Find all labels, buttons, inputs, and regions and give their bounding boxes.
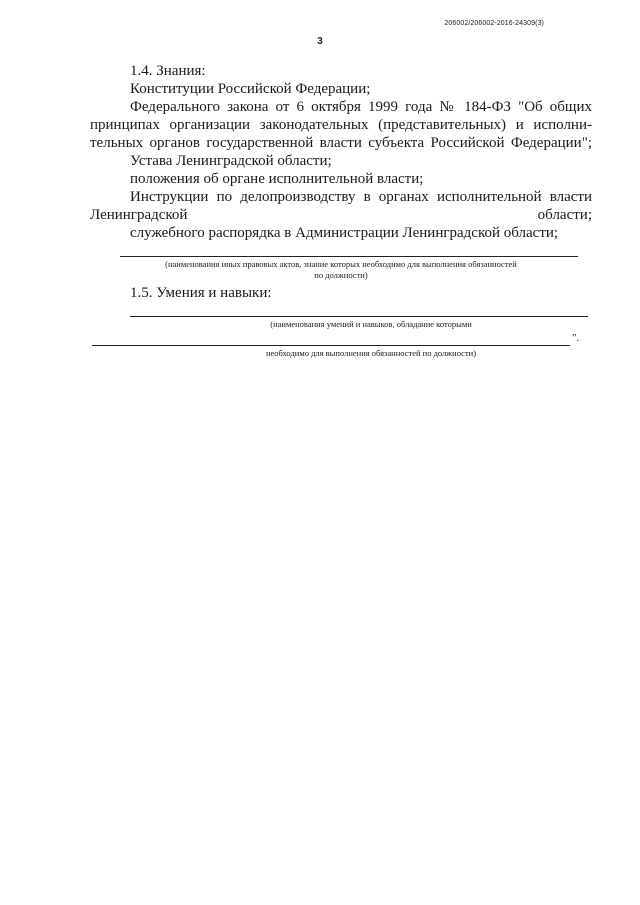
note-legal-acts [90,259,592,281]
section-heading-1-4: 1.4. Знания: [130,63,206,79]
knowledge-item-charter: Устава Ленинградской области; [130,153,332,169]
note-legal-acts-line2: по должности) [314,270,368,280]
knowledge-item-work-schedule: служебного распорядка в Администрации Ленинградской области; [130,225,559,241]
note-skills-line2: необходимо для выполнения обязанностей по должности) [265,348,477,358]
knowledge-item-federal-law: Федерального закона от 6 октября 1999 года № 184-ФЗ "Об общих принципах организации законодательных (представительных) и исполни-тельных органов государственной власти субъекта Российской Федерации"; [90,99,592,151]
blank-line-skills-2 [92,345,570,346]
blank-line-legal-acts [120,256,578,257]
section-1-5 [90,284,592,302]
document-id: 206002/206002-2016-24309(3) [444,20,544,27]
closing-quote-mark: ". [572,332,580,344]
note-legal-acts-line1: (наименования иных правовых актов, знание которых необходимо для выполнения обязанностей [165,259,517,269]
section-heading-1-5: 1.5. Умения и навыки: [130,285,272,301]
knowledge-item-regulation: положения об органе исполнительной власти; [130,171,424,187]
section-1-4 [90,62,592,242]
blank-line-skills-1 [130,316,588,317]
knowledge-item-instructions: Инструкции по делопроизводству в органах исполнительной власти Ленинградской области; [90,189,592,223]
knowledge-item-constitution: Конституции Российской Федерации; [130,81,371,97]
page-number: 3 [317,36,323,47]
note-skills-line1: (наименования умений и навыков, обладание которыми [270,319,472,329]
